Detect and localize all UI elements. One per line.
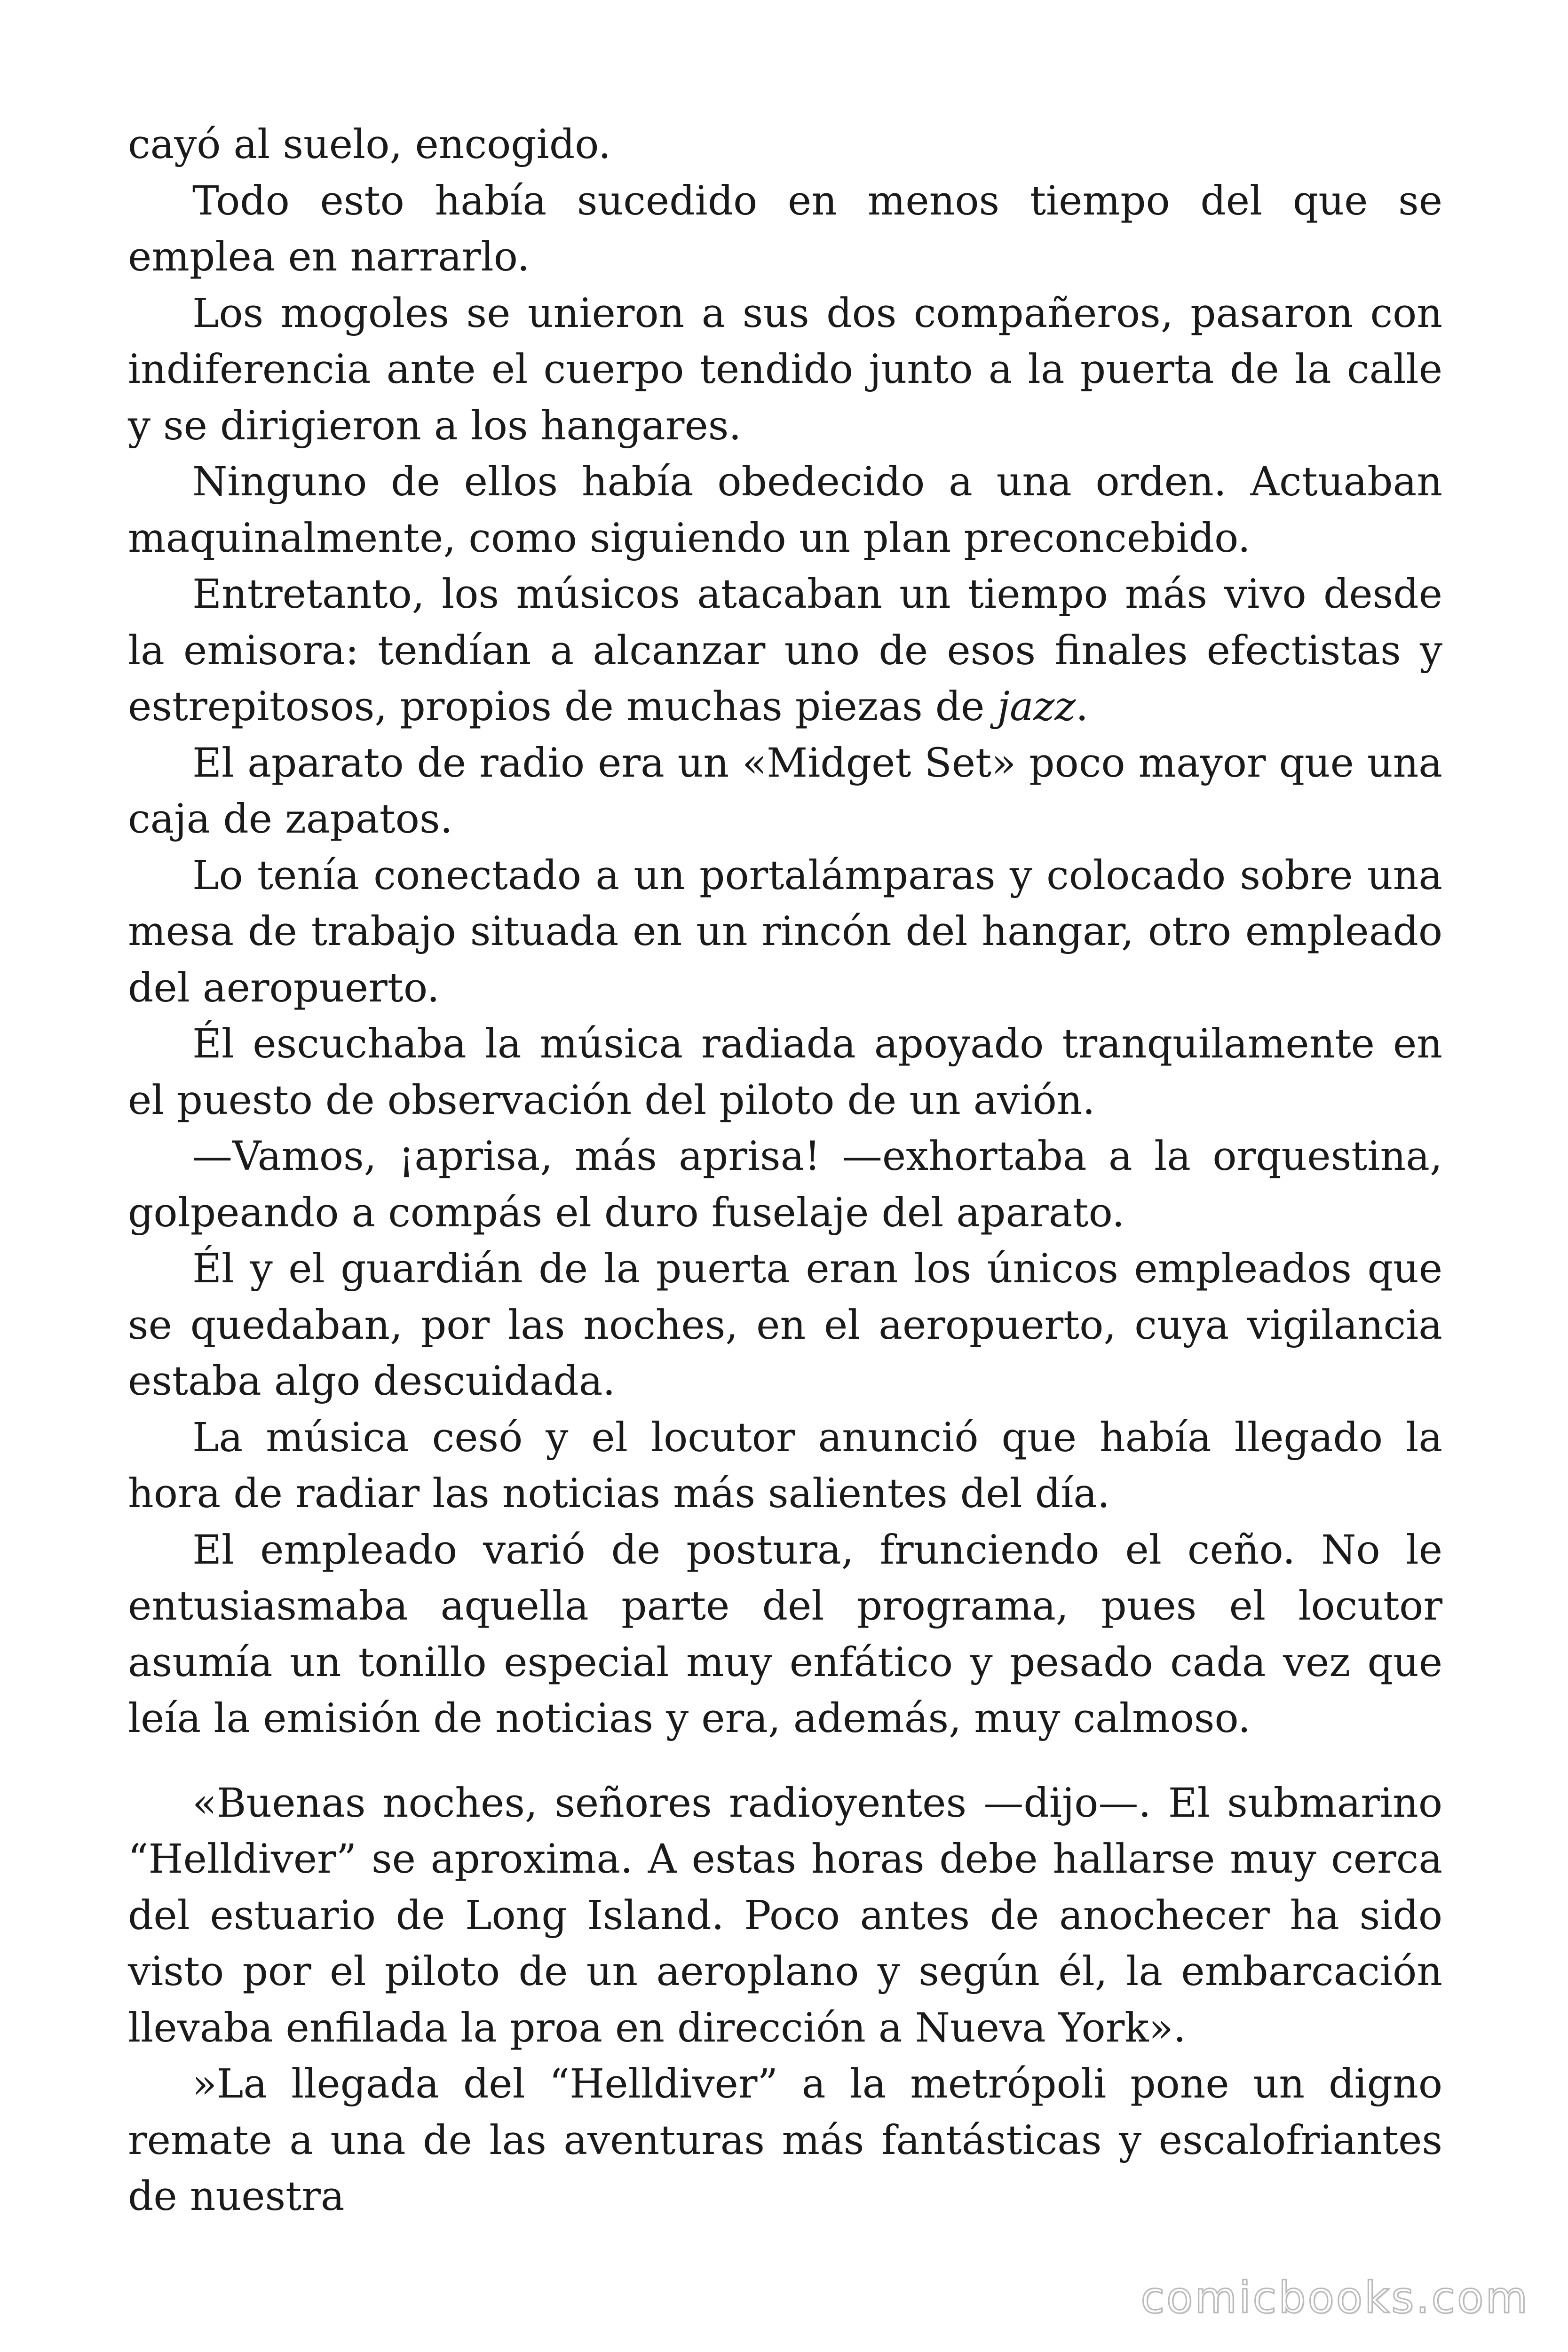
paragraph: Todo esto había sucedido en menos tiempo del que se emplea en narrarlo.: [128, 177, 1442, 280]
paragraph: La música cesó y el locutor anunció que había llegado la hora de radiar las noticias más salientes del día.: [128, 1414, 1442, 1517]
watermark: comicbooks.com: [1140, 2273, 1529, 2323]
paragraph-end: .: [1076, 683, 1089, 730]
paragraph: Los mogoles se unieron a sus dos compañeros, pasaron con indiferencia ante el cuerpo tendido junto a la puerta de la calle y se dirigieron a los hangares.: [128, 290, 1442, 449]
quoted-paragraph: «Buenas noches, señores radioyentes —dijo—. El submarino “Helldiver” se aproxima. A estas horas debe hallarse muy cerca del estuario de Long Island. Poco antes de anochecer ha sido visto por el piloto de un aeroplano y según él, la embarcación llevaba enfilada la proa en dirección a Nueva York».: [128, 1780, 1442, 2051]
paragraph: [128, 566, 1442, 735]
paragraph: —Vamos, ¡aprisa, más aprisa! —exhortaba a la orquestina, golpeando a compás el duro fuselaje del aparato.: [128, 1133, 1442, 1236]
paragraph: Él escuchaba la música radiada apoyado tranquilamente en el puesto de observación del piloto de un avión.: [128, 1021, 1442, 1124]
italic-word: jazz: [997, 683, 1076, 730]
paragraph: El aparato de radio era un «Midget Set» poco mayor que una caja de zapatos.: [128, 739, 1442, 842]
paragraph: Él y el guardián de la puerta eran los únicos empleados que se quedaban, por las noches, en el aeropuerto, cuya vigilancia estaba algo descuidada.: [128, 1246, 1442, 1405]
paragraph: El empleado varió de postura, frunciendo el ceño. No le entusiasmaba aquella parte del programa, pues el locutor asumía un tonillo especial muy enfático y pesado cada vez que leía la emisión de noticias y era, además, muy calmoso.: [128, 1526, 1442, 1742]
paragraph: cayó al suelo, encogido.: [128, 121, 611, 168]
paragraph: Ninguno de ellos había obedecido a una orden. Actuaban maquinalmente, como siguiendo un plan preconcebido.: [128, 459, 1442, 562]
paragraph-text: Entretanto, los músicos atacaban un tiempo más vivo desde la emisora: tendían a alcanzar uno de esos finales efectistas y estrepitosos, propios de muchas piezas de: [128, 571, 1442, 730]
quoted-paragraph: »La llegada del “Helldiver” a la metrópoli pone un digno remate a una de las aventuras más fantásticas y escalofriantes de nuestra: [128, 2061, 1442, 2220]
paragraph: Lo tenía conectado a un portalámparas y colocado sobre una mesa de trabajo situada en un rincón del hangar, otro empleado del aeropuerto.: [128, 852, 1442, 1011]
page-body: [128, 117, 1442, 2225]
